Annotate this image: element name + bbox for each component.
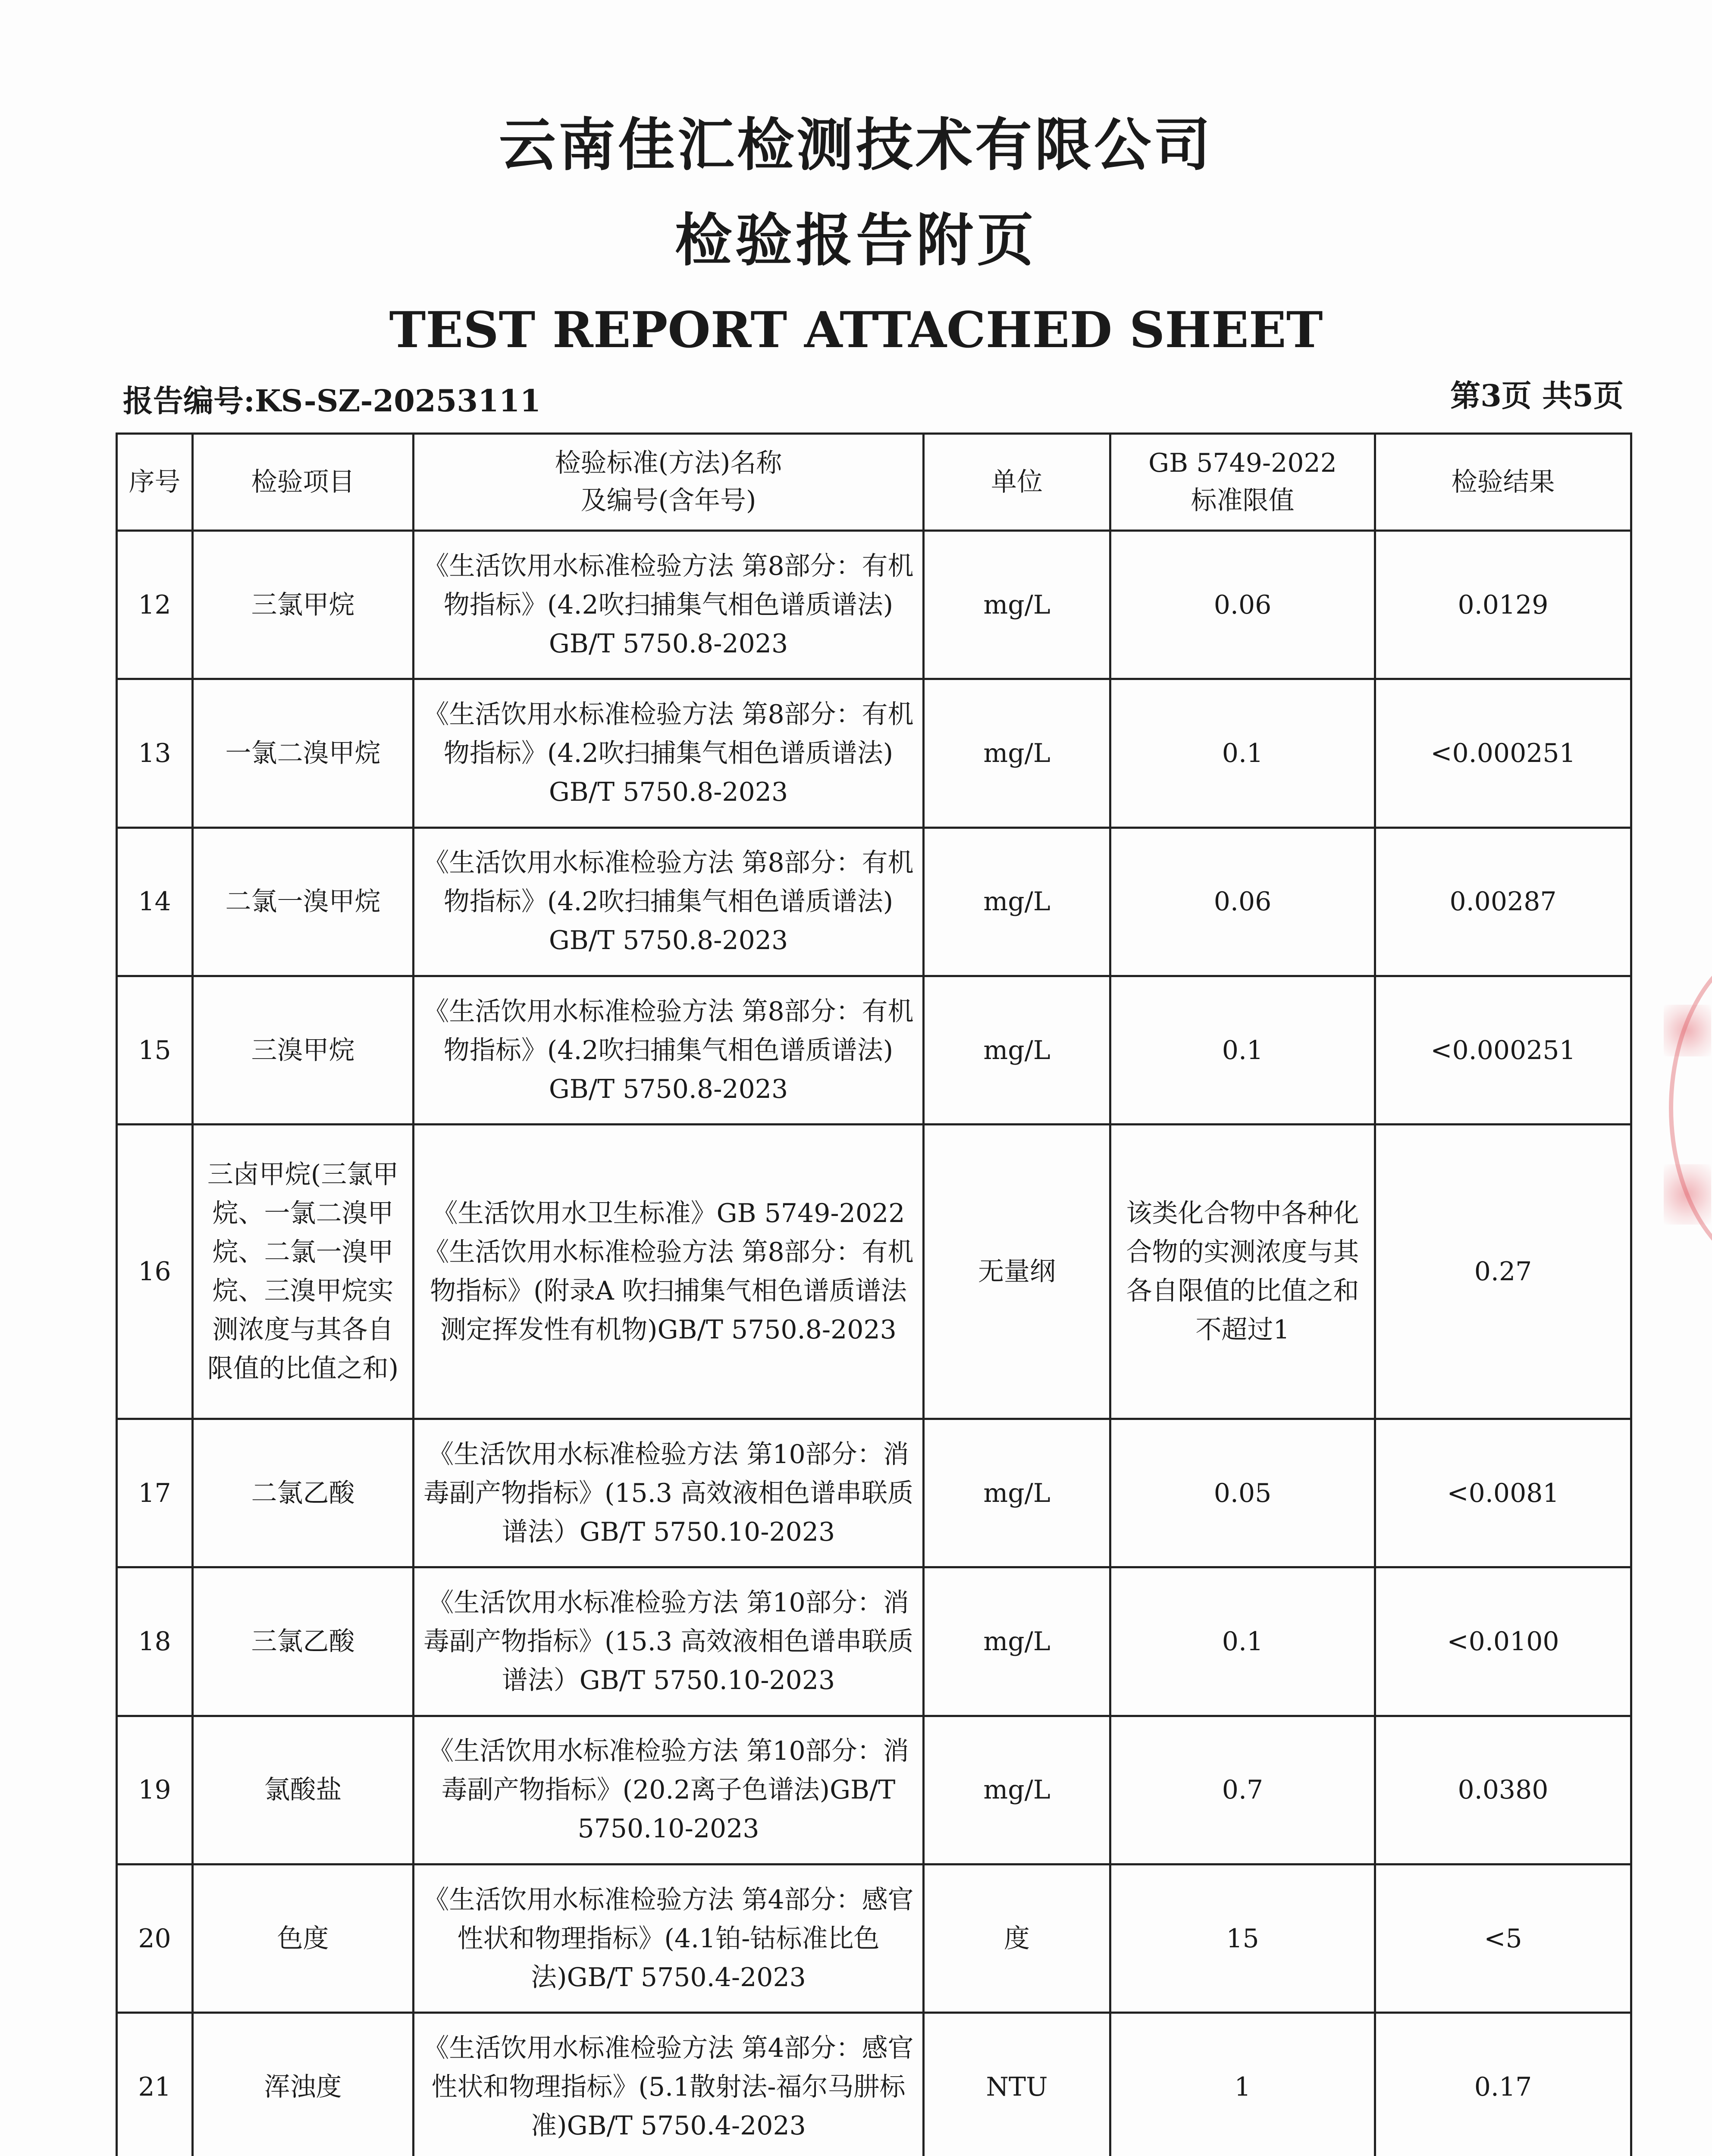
cell-method: 《生活饮用水标准检验方法 第8部分：有机物指标》(4.2吹扫捕集气相色谱质谱法) GB/T 5750.8-2023 — [414, 976, 924, 1124]
cell-unit: 无量纲 — [924, 1125, 1110, 1419]
col-header-limit-line2: 标准限值 — [1191, 486, 1295, 516]
cell-result: <5 — [1375, 1864, 1631, 2012]
table-row — [117, 1567, 1631, 1716]
cell-method: 《生活饮用水标准检验方法 第8部分：有机物指标》(4.2吹扫捕集气相色谱质谱法) GB/T 5750.8-2023 — [414, 827, 924, 976]
cell-no: 12 — [117, 531, 193, 679]
table-row — [117, 1419, 1631, 1567]
cell-item: 三氯甲烷 — [193, 531, 414, 679]
table-row — [117, 1864, 1631, 2012]
page-indicator: 第3页 共5页 — [1450, 378, 1624, 414]
report-number: 报告编号:KS-SZ-20253111 — [123, 383, 541, 419]
col-header-limit — [1110, 434, 1375, 531]
cell-item: 三卤甲烷(三氯甲烷、一氯二溴甲烷、二氯一溴甲烷、三溴甲烷实测浓度与其各自限值的比值之和) — [193, 1125, 414, 1419]
cell-item: 氯酸盐 — [193, 1716, 414, 1864]
cell-no: 16 — [117, 1125, 193, 1419]
cell-limit: 0.05 — [1110, 1419, 1375, 1567]
cell-method: 《生活饮用水标准检验方法 第10部分：消毒副产物指标》(15.3 高效液相色谱串联质谱法）GB/T 5750.10-2023 — [414, 1419, 924, 1567]
col-header-method-line1: 检验标准(方法)名称 — [555, 448, 782, 478]
cell-method: 《生活饮用水标准检验方法 第4部分：感官性状和物理指标》(4.1铂-钴标准比色法)GB/T 5750.4-2023 — [414, 1864, 924, 2012]
seal-mark-lower — [1664, 1164, 1711, 1225]
cell-limit: 该类化合物中各种化合物的实测浓度与其各自限值的比值之和不超过1 — [1110, 1125, 1375, 1419]
cell-no: 18 — [117, 1567, 193, 1716]
cell-no: 19 — [117, 1716, 193, 1864]
sheet-title-cn: 检验报告附页 — [675, 207, 1037, 274]
cell-method: 《生活饮用水标准检验方法 第8部分：有机物指标》(4.2吹扫捕集气相色谱质谱法) GB/T 5750.8-2023 — [414, 531, 924, 679]
cell-no: 20 — [117, 1864, 193, 2012]
cell-item: 一氯二溴甲烷 — [193, 679, 414, 827]
table-row — [117, 679, 1631, 827]
cell-unit: mg/L — [924, 827, 1110, 976]
cell-result: 0.00287 — [1375, 827, 1631, 976]
cell-method: 《生活饮用水标准检验方法 第8部分：有机物指标》(4.2吹扫捕集气相色谱质谱法) GB/T 5750.8-2023 — [414, 679, 924, 827]
cell-limit: 1 — [1110, 2013, 1375, 2156]
cell-result: 0.27 — [1375, 1125, 1631, 1419]
cell-no: 13 — [117, 679, 193, 827]
sheet-title-en: TEST REPORT ATTACHED SHEET — [389, 301, 1323, 359]
cell-unit: mg/L — [924, 1419, 1110, 1567]
col-header-method — [414, 434, 924, 531]
table-row — [117, 1125, 1631, 1419]
cell-method: 《生活饮用水标准检验方法 第10部分：消毒副产物指标》(20.2离子色谱法)GB/T 5750.10-2023 — [414, 1716, 924, 1864]
cell-unit: mg/L — [924, 976, 1110, 1124]
cell-item: 浑浊度 — [193, 2013, 414, 2156]
company-name: 云南佳汇检测技术有限公司 — [499, 112, 1213, 179]
cell-no: 21 — [117, 2013, 193, 2156]
table-row — [117, 827, 1631, 976]
cell-result: 0.17 — [1375, 2013, 1631, 2156]
cell-item: 三氯乙酸 — [193, 1567, 414, 1716]
cell-limit: 0.06 — [1110, 531, 1375, 679]
col-header-item: 检验项目 — [193, 434, 414, 531]
company-seal — [1660, 940, 1712, 1268]
cell-method: 《生活饮用水标准检验方法 第10部分：消毒副产物指标》(15.3 高效液相色谱串联质谱法）GB/T 5750.10-2023 — [414, 1567, 924, 1716]
cell-limit: 0.7 — [1110, 1716, 1375, 1864]
cell-limit: 0.1 — [1110, 1567, 1375, 1716]
table-header-row — [117, 434, 1631, 531]
cell-unit: 度 — [924, 1864, 1110, 2012]
results-table — [116, 432, 1632, 2156]
cell-method: 《生活饮用水卫生标准》GB 5749-2022 《生活饮用水标准检验方法 第8部分：有机物指标》(附录A 吹扫捕集气相色谱质谱法测定挥发性有机物)GB/T 5750.8-2023 — [414, 1125, 924, 1419]
table-row — [117, 976, 1631, 1124]
cell-result: <0.0081 — [1375, 1419, 1631, 1567]
cell-item: 三溴甲烷 — [193, 976, 414, 1124]
cell-item: 二氯一溴甲烷 — [193, 827, 414, 976]
col-header-no: 序号 — [117, 434, 193, 531]
cell-method: 《生活饮用水标准检验方法 第4部分：感官性状和物理指标》(5.1散射法-福尔马肼标准)GB/T 5750.4-2023 — [414, 2013, 924, 2156]
cell-no: 15 — [117, 976, 193, 1124]
col-header-unit: 单位 — [924, 434, 1110, 531]
cell-unit: mg/L — [924, 531, 1110, 679]
cell-unit: mg/L — [924, 679, 1110, 827]
cell-result: 0.0380 — [1375, 1716, 1631, 1864]
col-header-result: 检验结果 — [1375, 434, 1631, 531]
cell-item: 色度 — [193, 1864, 414, 2012]
cell-result: <0.000251 — [1375, 976, 1631, 1124]
cell-result: <0.000251 — [1375, 679, 1631, 827]
table-row — [117, 531, 1631, 679]
cell-no: 14 — [117, 827, 193, 976]
cell-result: <0.0100 — [1375, 1567, 1631, 1716]
cell-unit: mg/L — [924, 1567, 1110, 1716]
col-header-limit-line1: GB 5749-2022 — [1148, 448, 1337, 478]
cell-item: 二氯乙酸 — [193, 1419, 414, 1567]
cell-limit: 0.1 — [1110, 679, 1375, 827]
col-header-method-line2: 及编号(含年号) — [580, 486, 756, 516]
seal-mark-upper — [1664, 1005, 1711, 1056]
cell-limit: 0.1 — [1110, 976, 1375, 1124]
cell-result: 0.0129 — [1375, 531, 1631, 679]
cell-limit: 0.06 — [1110, 827, 1375, 976]
cell-unit: NTU — [924, 2013, 1110, 2156]
cell-unit: mg/L — [924, 1716, 1110, 1864]
table-row — [117, 1716, 1631, 1864]
table-row — [117, 2013, 1631, 2156]
cell-limit: 15 — [1110, 1864, 1375, 2012]
cell-no: 17 — [117, 1419, 193, 1567]
